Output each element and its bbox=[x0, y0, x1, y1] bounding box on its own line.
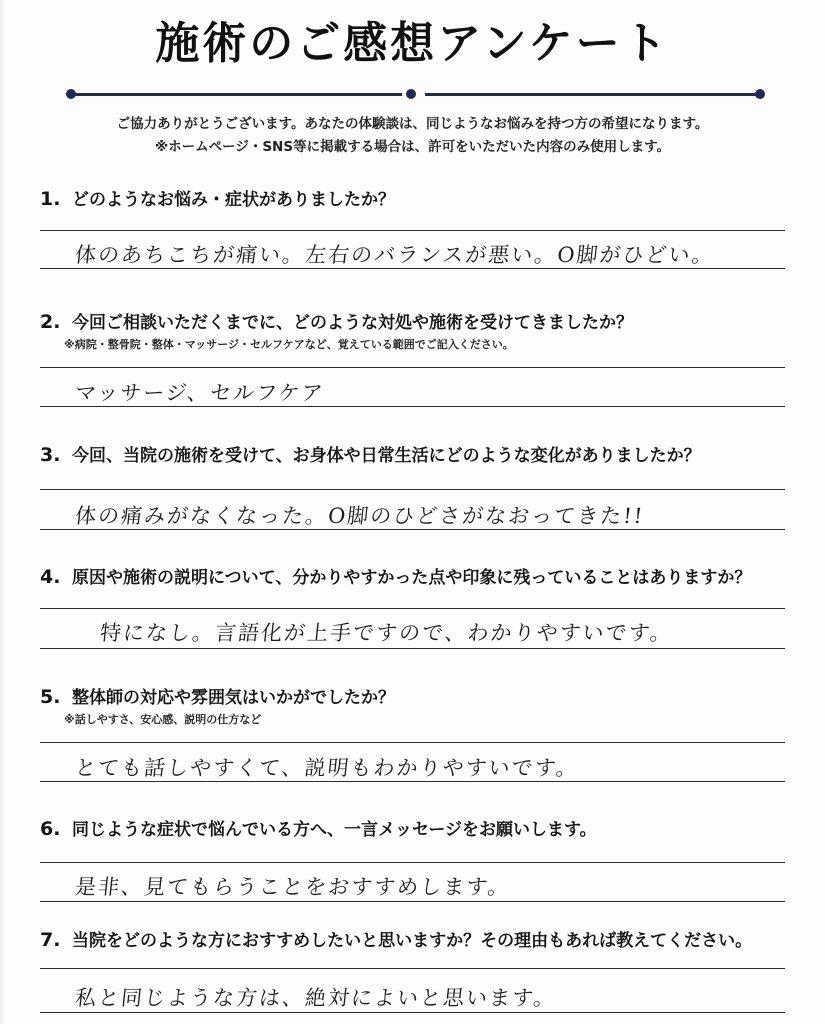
answer-line-top bbox=[40, 608, 785, 609]
question-text: 当院をどのような方におすすめしたいと思いますか？その理由もあれば教えてください。 bbox=[72, 931, 753, 951]
survey-title: 施術のご感想アンケート bbox=[155, 18, 670, 69]
answer-line-top bbox=[40, 968, 785, 969]
question-5 bbox=[40, 688, 395, 707]
answer-line-top bbox=[40, 367, 785, 368]
question-6 bbox=[40, 820, 597, 839]
question-number: 4. bbox=[40, 566, 61, 588]
answer-line-bottom bbox=[40, 1012, 785, 1013]
question-number: 2. bbox=[40, 311, 61, 333]
question-text: 今回、当院の施術を受けて、お身体や日常生活にどのような変化がありましたか？ bbox=[72, 446, 701, 466]
answer-line-bottom bbox=[40, 781, 785, 782]
answer-handwritten: とても話しやすくて、説明もわかりやすいです。 bbox=[73, 756, 581, 780]
title-rule-right-dot bbox=[755, 89, 765, 99]
answer-line-bottom bbox=[40, 406, 785, 407]
question-text: 原因や施術の説明について、分かりやすかった点や印象に残っていることはありますか？ bbox=[72, 568, 752, 588]
question-text: どのようなお悩み・症状がありましたか？ bbox=[72, 190, 395, 210]
question-text: 同じような症状で悩んでいる方へ、一言メッセージをお願いします。 bbox=[72, 820, 597, 840]
question-note: ※話しやすさ、安心感、説明の仕方など bbox=[64, 713, 262, 726]
intro-thanks-text: ご協力ありがとうございます。あなたの体験談は、同じようなお悩みを持つ方の希望になります。 bbox=[116, 116, 709, 132]
answer-line-top bbox=[40, 862, 785, 863]
question-1 bbox=[40, 190, 395, 209]
question-number: 6. bbox=[40, 818, 61, 840]
answer-handwritten: 体の痛みがなくなった。O脚のひどさがなおってきた!! bbox=[73, 504, 646, 528]
answer-line-top bbox=[40, 742, 785, 743]
question-text: 今回ご相談いただくまでに、どのような対処や施術を受けてきましたか？ bbox=[72, 313, 633, 333]
answer-handwritten: マッサージ、セルフケア bbox=[73, 381, 326, 405]
title-rule-right bbox=[425, 93, 760, 96]
question-number: 5. bbox=[40, 686, 61, 708]
intro-usage-note: ※ホームページ・SNS等に掲載する場合は、許可をいただいた内容のみ使用します。 bbox=[154, 139, 671, 155]
answer-handwritten: 体のあちこちが痛い。左右のバランスが悪い。O脚がひどい。 bbox=[73, 243, 716, 267]
answer-line-top bbox=[40, 489, 785, 490]
question-note: ※病院・整骨院・整体・マッサージ・セルフケアなど、覚えている範囲でご記入ください。 bbox=[64, 338, 514, 351]
answer-line-top bbox=[40, 230, 785, 231]
answer-handwritten: 特になし。言語化が上手ですので、わかりやすいです。 bbox=[98, 621, 675, 645]
question-number: 3. bbox=[40, 444, 61, 466]
question-3 bbox=[40, 446, 701, 465]
question-number: 1. bbox=[40, 188, 61, 210]
answer-line-bottom bbox=[40, 268, 785, 269]
question-2 bbox=[40, 313, 633, 332]
question-text: 整体師の対応や雰囲気はいかがでしたか？ bbox=[72, 688, 395, 708]
title-rule-left bbox=[72, 93, 402, 96]
question-4 bbox=[40, 568, 751, 587]
answer-handwritten: 私と同じような方は、絶対によいと思います。 bbox=[73, 986, 558, 1010]
answer-line-bottom bbox=[40, 648, 785, 649]
answer-line-bottom bbox=[40, 529, 785, 530]
answer-line-bottom bbox=[40, 901, 785, 902]
question-number: 7. bbox=[40, 929, 61, 951]
title-rule-center-dot bbox=[406, 89, 416, 99]
question-7 bbox=[40, 931, 752, 950]
answer-handwritten: 是非、見てもらうことをおすすめします。 bbox=[73, 875, 512, 899]
